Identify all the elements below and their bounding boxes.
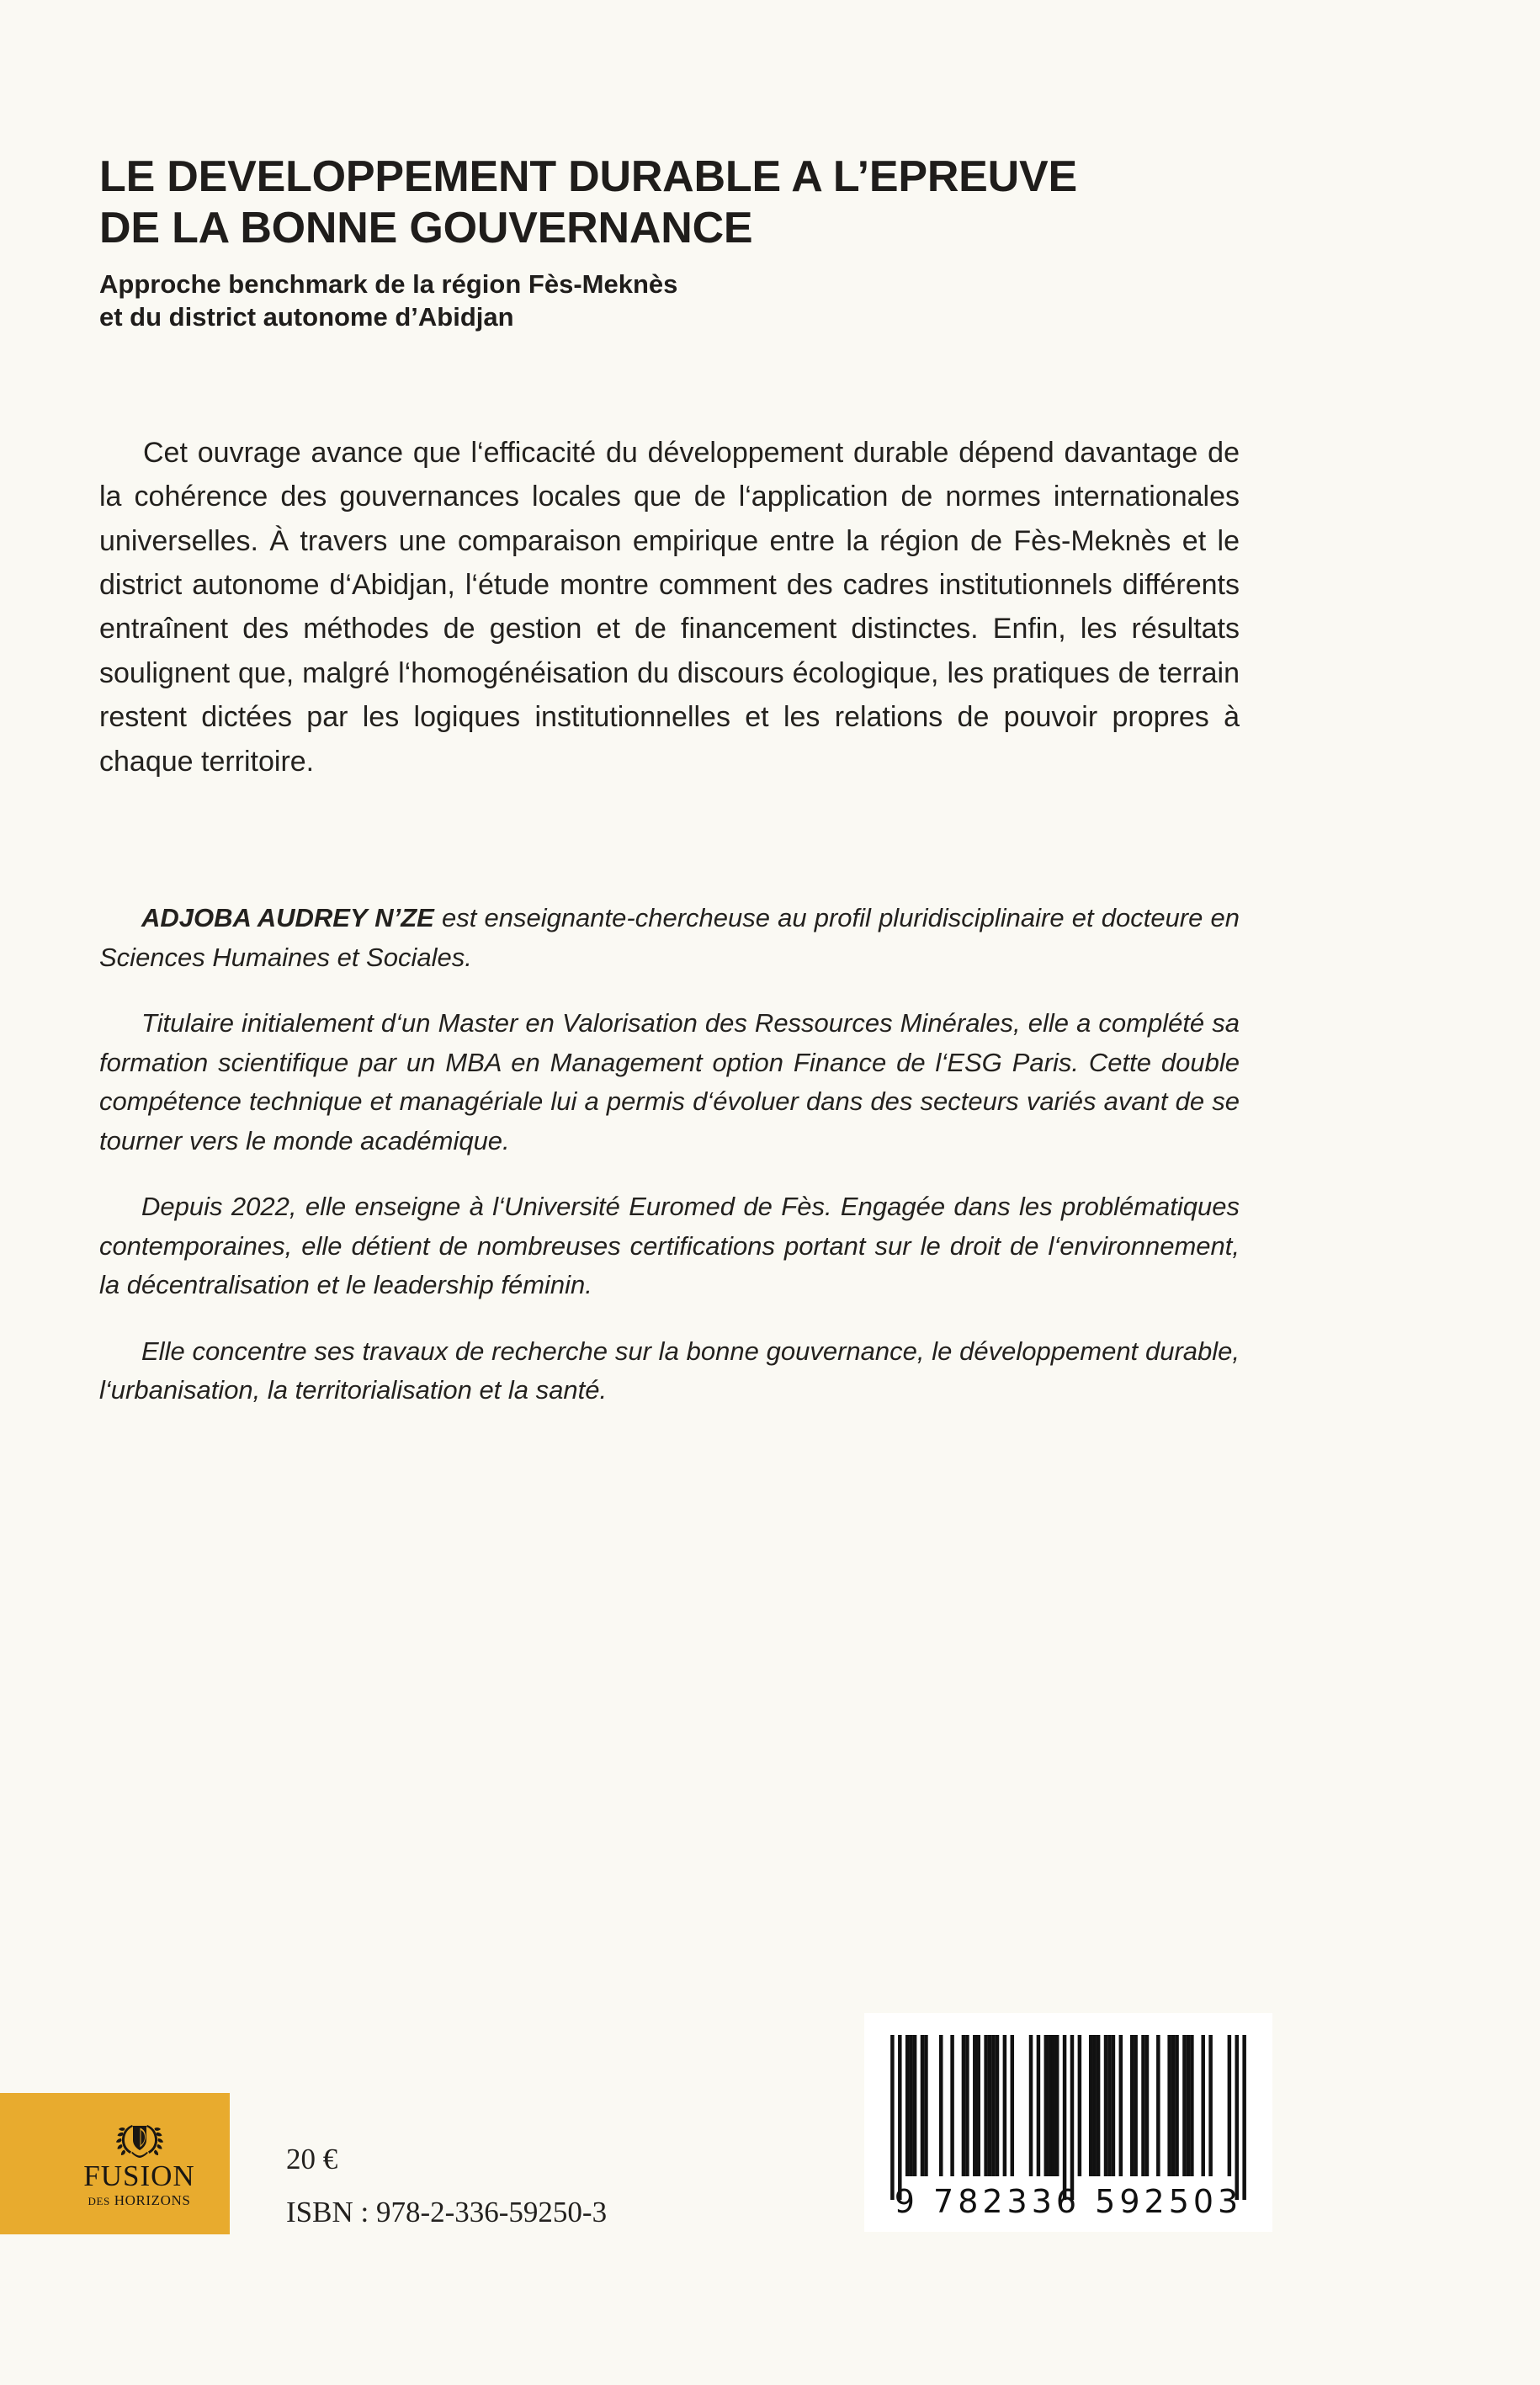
price-isbn-block [286, 2138, 607, 2234]
publisher-logo [0, 2093, 230, 2234]
bio-paragraph-1-text: est enseignante-chercheuse au profil pluridisciplinaire et docteure en Sciences Humaines et Sociales. [99, 903, 1240, 972]
page-title [99, 151, 1277, 254]
author-bio-section [99, 899, 1240, 1410]
laurel-shield-icon [114, 2121, 165, 2159]
title-block [99, 151, 1277, 334]
blurb-section [99, 431, 1240, 783]
bio-paragraph-2: Titulaire initialement d‘un Master en Valorisation des Ressources Minérales, elle a complété sa formation scientifique par un MBA en Management option Finance de l‘ESG Paris. Cette double compétence technique et managériale lui a permis d‘évoluer dans des secteurs variés avant de se tourner vers le monde académique. [99, 1008, 1240, 1155]
barcode-inner [864, 2013, 1272, 2232]
author-name: ADJOBA AUDREY N’ZE [141, 903, 434, 932]
publisher-name-des: DES [88, 2194, 110, 2207]
title-line-2: DE LA BONNE GOUVERNANCE [99, 203, 753, 252]
barcode [864, 2013, 1272, 2232]
title-line-1: LE DEVELOPPEMENT DURABLE A L’EPREUVE [99, 152, 1077, 201]
bio-paragraph-3: Depuis 2022, elle enseigne à l‘Université Euromed de Fès. Engagée dans les problématiques contemporaines, elle détient de nombreuses certifications portant sur le droit de l‘environnement, la décentralisation et le leadership féminin. [99, 1192, 1240, 1299]
price-label: 20 € [286, 2143, 338, 2175]
blurb-paragraph: Cet ouvrage avance que l‘efficacité du développement durable dépend davantage de la cohérence des gouvernances locales que de l‘application de normes internationales universelles. À travers une comparaison empirique entre la région de Fès-Meknès et le district autonome d‘Abidjan, l‘étude montre comment des cadres institutionnels différents entraînent des méthodes de gestion et de financement distinctes. Enfin, les résultats soulignent que, malgré l‘homogénéisation du discours écologique, les pratiques de terrain restent dictées par les logiques institutionnelles et les relations de pouvoir propres à chaque territoire. [99, 437, 1240, 778]
subtitle-line-1: Approche benchmark de la région Fès-Meknès [99, 268, 678, 299]
barcode-digits: 9 782336 592503 [894, 2183, 1243, 2220]
page-subtitle [99, 268, 1277, 334]
isbn-label: ISBN : 978-2-336-59250-3 [286, 2195, 608, 2228]
publisher-name-horizons-word: HORIZONS [114, 2191, 191, 2208]
publisher-name [83, 2159, 194, 2207]
subtitle-line-2: et du district autonome d’Abidjan [99, 302, 514, 332]
publisher-name-horizons [83, 2193, 194, 2207]
bio-paragraph-1 [99, 899, 1240, 977]
publisher-name-fusion: FUSION [83, 2159, 195, 2192]
bio-paragraph-4: Elle concentre ses travaux de recherche sur la bonne gouvernance, le développement durable, l‘urbanisation, la territorialisation et la santé. [99, 1336, 1240, 1405]
